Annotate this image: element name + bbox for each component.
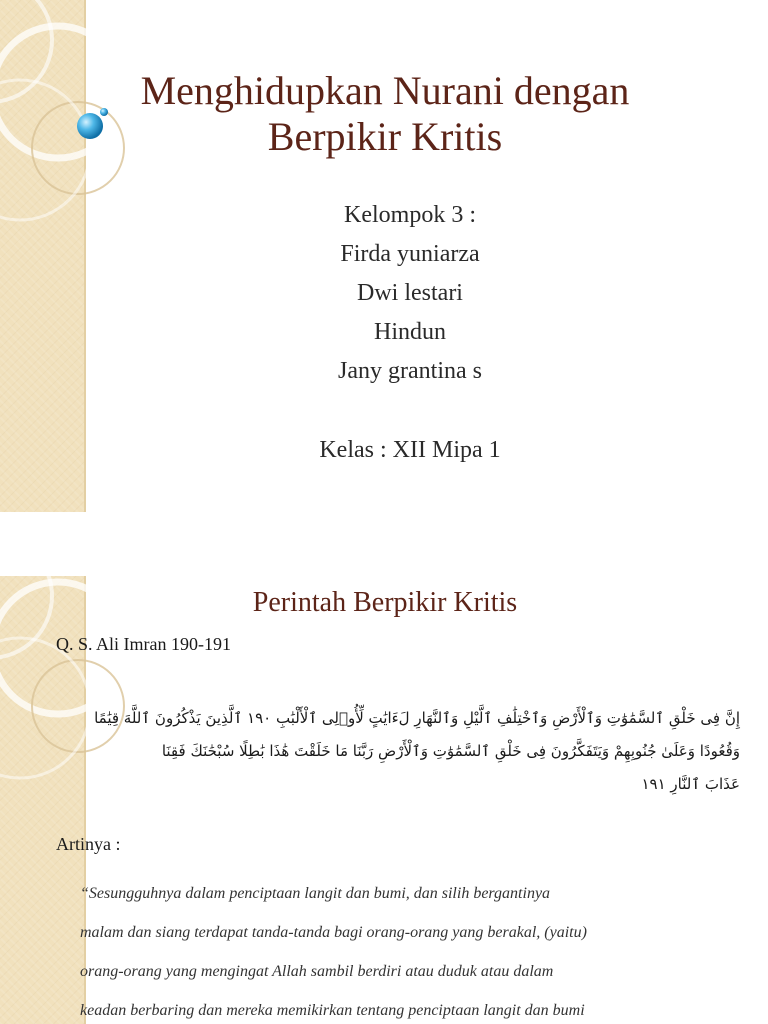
title-line: Menghidupkan Nurani dengan [140,68,630,113]
class-label: Kelas : XII Mipa 1 [319,437,501,463]
group-info [230,196,590,470]
slide-content [0,576,768,1024]
translation-line: orang-orang yang mengingat Allah sambil berdiri atau duduk atau dalam [80,963,554,980]
arabic-line: إِنَّ فِى خَلْقِ ٱلسَّمَٰوَٰتِ وَٱلْأَرْضِ وَٱخْتِلَٰفِ ٱلَّيْلِ وَٱلنَّهَارِ لَءَايَٰتٍ لِّأُو۟لِى ٱلْأَلْبَٰبِ ١٩٠ ٱلَّذِينَ يَذْكُرُونَ ٱللَّهَ قِيَٰمًا [94,709,740,727]
translation-line: malam dan siang terdapat tanda-tanda bagi orang-orang yang berakal, (yaitu) [80,924,587,941]
slide-title-text: Perintah Berpikir Kritis [252,587,518,618]
translation-line: keadan berbaring dan mereka memikirkan tentang penciptaan langit dan bumi [80,1002,585,1019]
translation-text [80,874,730,1024]
arabic-line: عَذَابَ ٱلنَّارِ ١٩١ [641,775,740,793]
arabic-line: وَقُعُودًا وَعَلَىٰ جُنُوبِهِمْ وَيَتَفَكَّرُونَ فِى خَلْقِ ٱلسَّمَٰوَٰتِ وَٱلْأَرْضِ رَبَّنَا مَا خَلَقْتَ هَٰذَا بَٰطِلًا سُبْحَٰنَكَ فَقِنَا [161,742,740,760]
arabic-verse [50,702,740,801]
verse-reference: Q. S. Ali Imran 190-191 [56,634,231,654]
translation-line: “Sesungguhnya dalam penciptaan langit dan bumi, dan silih bergantinya [80,885,551,902]
member-name: Firda yuniarza [340,241,480,267]
member-name: Dwi lestari [357,280,463,306]
member-name: Jany grantina s [338,358,482,384]
title-line: Berpikir Kritis [267,114,503,159]
slide-title-text [90,68,680,160]
spacer [230,391,590,431]
translation-label: Artinya : [56,834,121,854]
group-label: Kelompok 3 : [344,202,476,228]
member-name: Hindun [374,319,446,345]
